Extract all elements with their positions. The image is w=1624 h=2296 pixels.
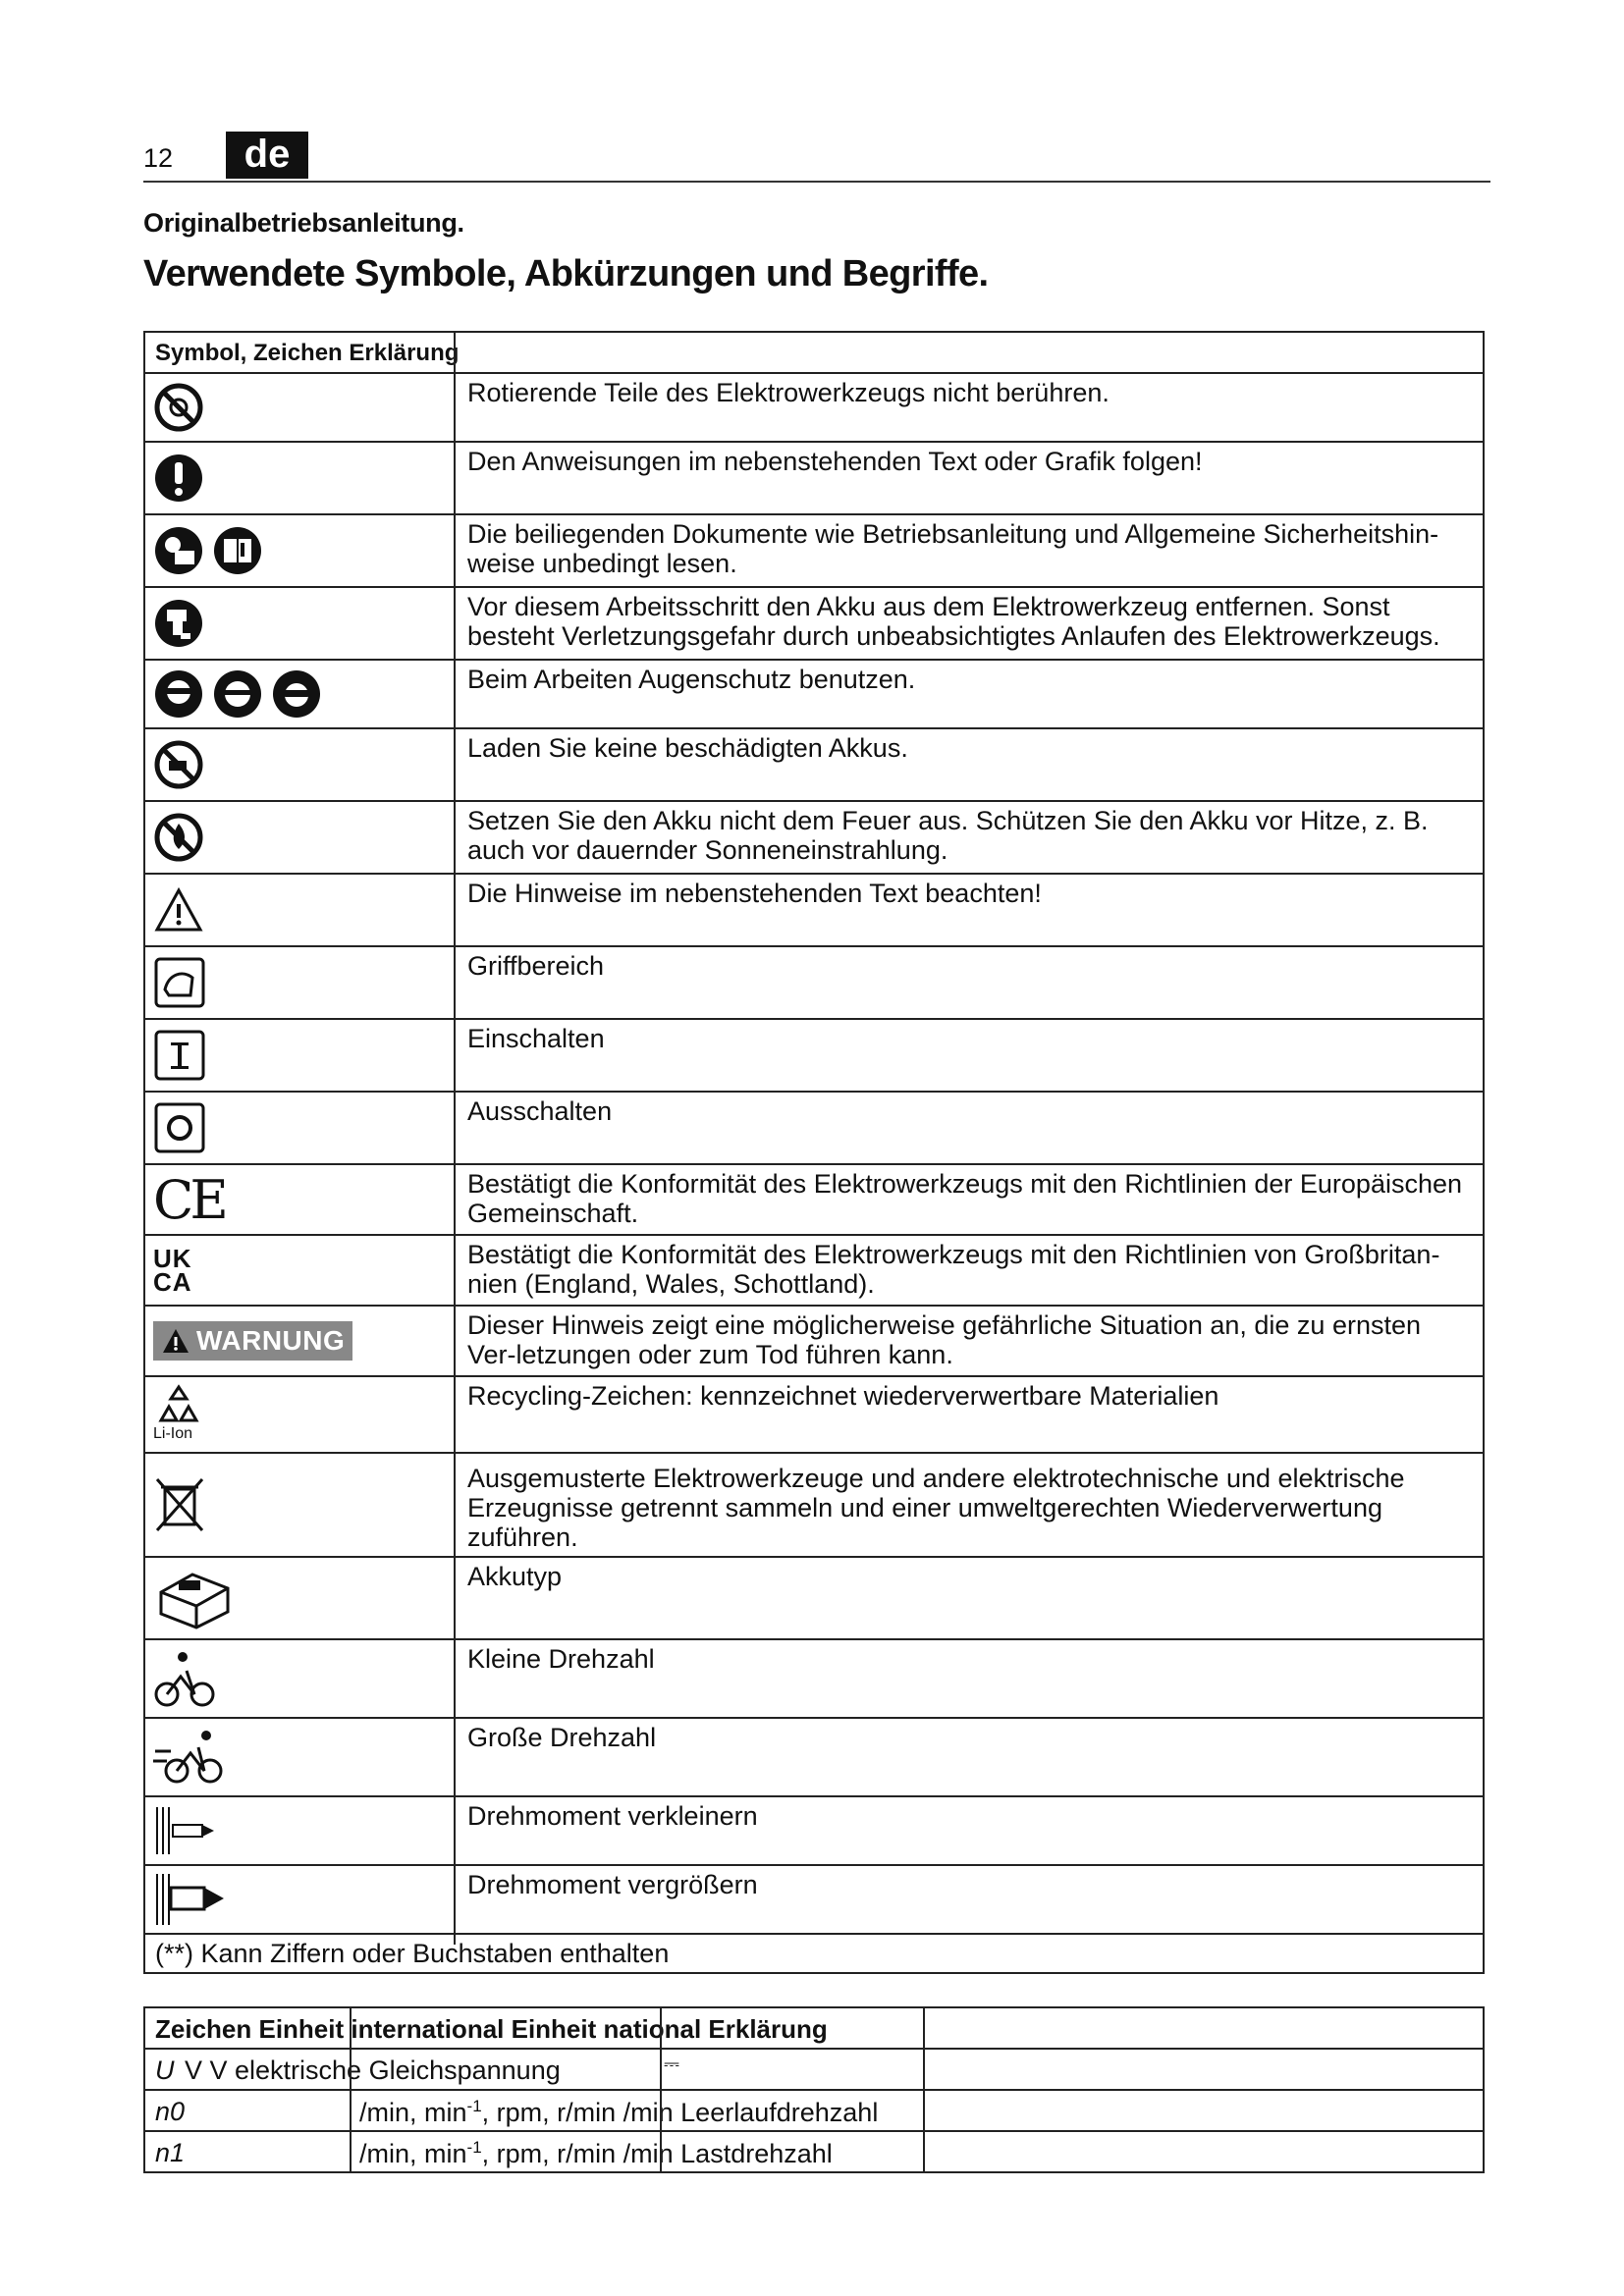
- symbol-explanation: Die Hinweise im nebenstehenden Text beachten!: [467, 879, 1042, 908]
- manual-book-icon: [212, 525, 263, 576]
- table-row: [145, 2050, 1483, 2091]
- table-row: [145, 1236, 1483, 1307]
- unit-sign: n0: [155, 2097, 186, 2126]
- table-row: [145, 2132, 1483, 2171]
- symbol-explanation: Ausschalten: [467, 1096, 613, 1126]
- page-number: 12: [143, 143, 174, 173]
- document-subtitle: Originalbetriebsanleitung.: [143, 208, 464, 238]
- symbol-explanation: Bestätigt die Konformität des Elektrowerkzeugs mit den Richtlinien von Großbritan-nien (England, Wales, Schottland).: [467, 1240, 1440, 1299]
- unit-intl: /min, min: [359, 2139, 467, 2168]
- table-row: [145, 443, 1483, 515]
- unit-table-header: [145, 2008, 1483, 2050]
- warning-triangle-icon: [153, 884, 204, 935]
- symbol-explanation: Den Anweisungen im nebenstehenden Text oder Grafik folgen!: [467, 447, 1203, 476]
- table-row: [145, 1377, 1483, 1454]
- no-damaged-battery-icon: [153, 739, 204, 790]
- warning-badge: [153, 1321, 352, 1361]
- ukca-mark-icon: [153, 1244, 192, 1297]
- symbol-explanation: Die beiliegenden Dokumente wie Betriebsanleitung und Allgemeine Sicherheitshin-weise unbedingt lesen.: [467, 519, 1439, 578]
- read-manual-icon: [153, 525, 204, 576]
- symbol-explanation: Griffbereich: [467, 951, 605, 981]
- eye-protection-icon: [153, 668, 204, 720]
- face-shield-icon: [212, 668, 263, 720]
- table-row: [145, 1719, 1483, 1797]
- table-row: [145, 947, 1483, 1020]
- remove-battery-icon: [153, 598, 204, 649]
- ce-mark-icon: CE: [153, 1168, 225, 1231]
- table-row: [145, 802, 1483, 875]
- table-row: [145, 515, 1483, 588]
- symbol-explanation: Dieser Hinweis zeigt eine möglicherweise gefährliche Situation an, die zu ernsten Ver-letzungen oder zum Tod führen kann.: [467, 1310, 1422, 1369]
- ukca-top: UK: [153, 1244, 192, 1273]
- weee-bin-icon: [153, 1475, 206, 1534]
- unit-table: [143, 2006, 1485, 2173]
- symbol-explanation: Vor diesem Arbeitsschritt den Akku aus dem Elektrowerkzeug entfernen. Sonst besteht Verletzungsgefahr durch unbeabsichtigtes Anlaufen des Elektrowerkzeugs.: [467, 592, 1440, 651]
- unit-sign: U: [155, 2056, 175, 2085]
- footnote-text: (**) Kann Ziffern oder Buchstaben enthalten: [155, 1939, 670, 1968]
- table-row: [145, 1093, 1483, 1165]
- unit-description: V V elektrische Gleichspannung: [185, 2056, 561, 2085]
- symbol-table-footnote: [145, 1935, 1483, 1972]
- symbol-explanation: Recycling-Zeichen: kennzeichnet wiederverwertbare Materialien: [467, 1381, 1219, 1411]
- table-row: [145, 1866, 1483, 1935]
- symbol-table-header-text: Symbol, Zeichen Erklärung: [155, 340, 460, 366]
- warning-triangle-icon: [161, 1327, 190, 1355]
- symbol-explanation: Beim Arbeiten Augenschutz benutzen.: [467, 665, 916, 694]
- unit-description: [359, 2097, 878, 2128]
- power-off-icon: [153, 1101, 206, 1154]
- symbol-explanation: Laden Sie keine beschädigten Akkus.: [467, 733, 908, 763]
- exclamation-icon: [153, 453, 204, 504]
- torque-increase-icon: [153, 1872, 232, 1927]
- table-row: [145, 1307, 1483, 1377]
- no-fire-icon: [153, 812, 204, 863]
- table-row: [145, 1640, 1483, 1719]
- grip-area-icon: [153, 956, 206, 1009]
- unit-superscript: -1: [466, 2097, 482, 2115]
- unit-table-header-text: Zeichen Einheit international Einheit national Erklärung: [155, 2014, 828, 2044]
- symbol-explanation: Große Drehzahl: [467, 1723, 657, 1752]
- table-row: [145, 1165, 1483, 1236]
- symbol-explanation: Setzen Sie den Akku nicht dem Feuer aus. Schützen Sie den Akku vor Hitze, z. B. auch vor dauernder Sonneneinstrahlung.: [467, 806, 1429, 865]
- symbol-explanation: Drehmoment vergrößern: [467, 1870, 758, 1899]
- warning-badge-label: WARNUNG: [196, 1325, 346, 1356]
- battery-type-icon: [153, 1563, 234, 1633]
- table-row: [145, 588, 1483, 661]
- unit-description: [359, 2138, 833, 2169]
- symbol-explanation: Akkutyp: [467, 1562, 563, 1591]
- goggles-icon: [271, 668, 322, 720]
- unit-explanation: , rpm, r/min /min Lastdrehzahl: [481, 2139, 833, 2168]
- low-speed-icon: [153, 1647, 216, 1710]
- dc-symbol-icon: ⎓: [664, 2054, 679, 2075]
- li-ion-label: Li-Ion: [153, 1425, 193, 1442]
- symbol-table-header: [145, 333, 1483, 374]
- symbol-explanation: Rotierende Teile des Elektrowerkzeugs nicht berühren.: [467, 378, 1110, 407]
- no-touch-rotating-icon: [153, 382, 204, 433]
- symbol-explanation: Kleine Drehzahl: [467, 1644, 655, 1674]
- symbol-explanation: Bestätigt die Konformität des Elektrowerkzeugs mit den Richtlinien der Europäischen Gemeinschaft.: [467, 1169, 1463, 1228]
- symbol-explanation: Einschalten: [467, 1024, 605, 1053]
- torque-decrease-icon: [153, 1805, 222, 1856]
- table-row: [145, 1020, 1483, 1093]
- recycling-li-ion-icon: [153, 1383, 204, 1426]
- ukca-bottom: CA: [153, 1267, 192, 1297]
- section-heading: Verwendete Symbole, Abkürzungen und Begriffe.: [143, 253, 989, 294]
- table-row: [145, 2091, 1483, 2132]
- unit-sign: n1: [155, 2138, 186, 2167]
- unit-superscript: -1: [466, 2138, 482, 2157]
- symbol-explanation: Ausgemusterte Elektrowerkzeuge und andere elektrotechnische und elektrische Erzeugnisse getrennt sammeln und einer umweltgerechten Wiederverwertung zuführen.: [467, 1464, 1405, 1552]
- table-row: [145, 1797, 1483, 1866]
- unit-explanation: , rpm, r/min /min Leerlaufdrehzahl: [481, 2098, 879, 2127]
- high-speed-icon: [153, 1728, 228, 1787]
- page-header: [143, 132, 1490, 183]
- table-row: [145, 1454, 1483, 1558]
- symbol-table: [143, 331, 1485, 1974]
- table-row: [145, 374, 1483, 443]
- table-row: [145, 729, 1483, 802]
- table-row: [145, 661, 1483, 729]
- unit-intl: /min, min: [359, 2098, 467, 2127]
- table-row: [145, 1558, 1483, 1640]
- language-badge: de: [226, 132, 308, 179]
- table-row: [145, 875, 1483, 947]
- symbol-explanation: Drehmoment verkleinern: [467, 1801, 758, 1831]
- power-on-icon: [153, 1029, 206, 1082]
